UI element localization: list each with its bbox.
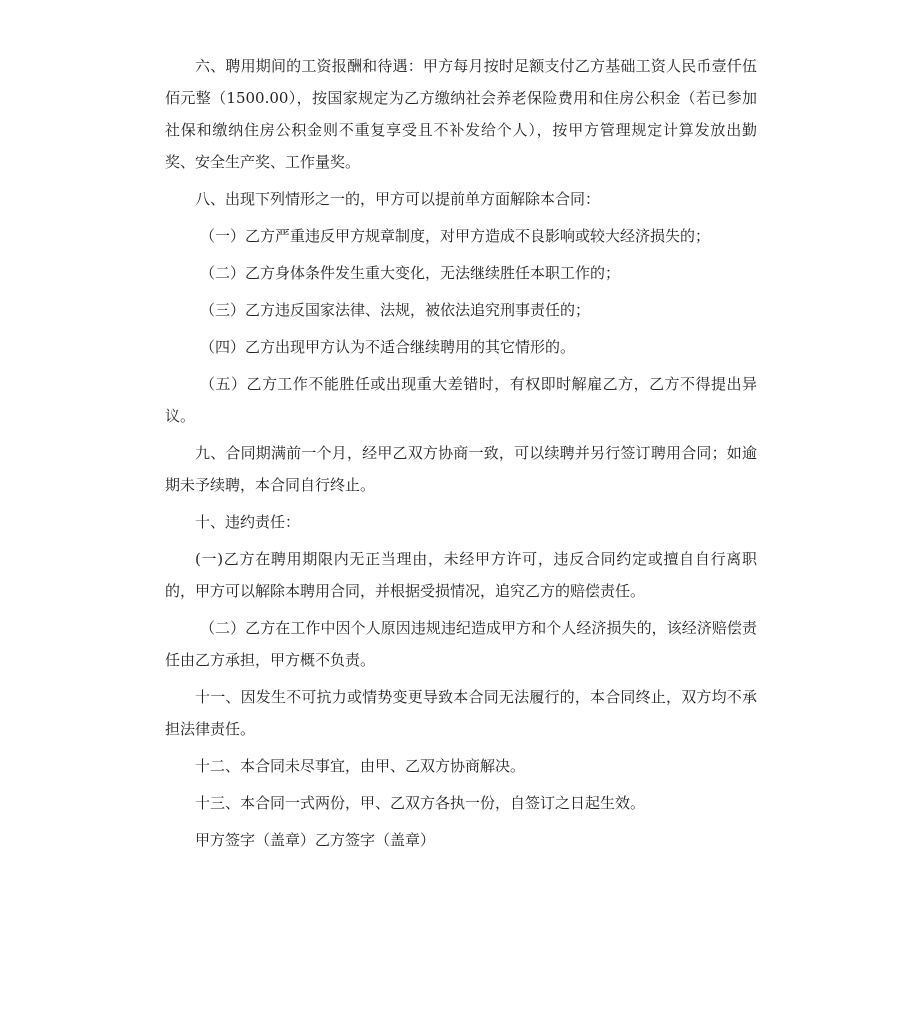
clause-12-unresolved: 十二、本合同未尽事宜，由甲、乙双方协商解决。 [195,757,526,775]
clause-10-liability: 十、违约责任： [195,513,301,531]
clause-11-force-majeure: 十一、因发生不可抗力或情势变更导致本合同无法履行的，本合同终止，双方均不承担法律责任。 [165,688,757,738]
clause-10-item-2: （二）乙方在工作中因个人原因违规违纪造成甲方和个人经济损失的，该经济赔偿责任由乙方承担，甲方概不负责。 [165,619,757,669]
clause-9-renewal: 九、合同期满前一个月，经甲乙双方协商一致，可以续聘并另行签订聘用合同；如逾期未予续聘，本合同自行终止。 [165,444,757,494]
signature-line: 甲方签字（盖章）乙方签字（盖章） [195,831,436,849]
clause-10-item-1: (一)乙方在聘用期限内无正当理由，未经甲方许可，违反合同约定或擅自自行离职的，甲方可以解除本聘用合同，并根据受损情况，追究乙方的赔偿责任。 [165,550,757,600]
document-page [165,50,757,861]
clause-8-item-5: （五）乙方工作不能胜任或出现重大差错时，有权即时解雇乙方，乙方不得提出异议。 [165,375,757,425]
clause-8-item-1: （一）乙方严重违反甲方规章制度，对甲方造成不良影响或较大经济损失的； [200,227,711,245]
clause-8-item-4: （四）乙方出现甲方认为不适合继续聘用的其它情形的。 [200,338,576,356]
clause-8-termination: 八、出现下列情形之一的，甲方可以提前单方面解除本合同： [195,190,601,208]
clause-8-item-2: （二）乙方身体条件发生重大变化，无法继续胜任本职工作的； [200,264,621,282]
clause-6-salary: 六、聘用期间的工资报酬和待遇：甲方每月按时足额支付乙方基础工资人民币壹仟伍佰元整（1500.00），按国家规定为乙方缴纳社会养老保险费用和住房公积金（若已参加社保和缴纳住房公积金则不重复享受且不补发给个人），按甲方管理规定计算发放出勤奖、安全生产奖、工作量奖。 [165,57,757,171]
clause-8-item-3: （三）乙方违反国家法律、法规，被依法追究刑事责任的； [200,301,591,319]
clause-13-copies: 十三、本合同一式两份，甲、乙双方各执一份，自签订之日起生效。 [195,794,646,812]
